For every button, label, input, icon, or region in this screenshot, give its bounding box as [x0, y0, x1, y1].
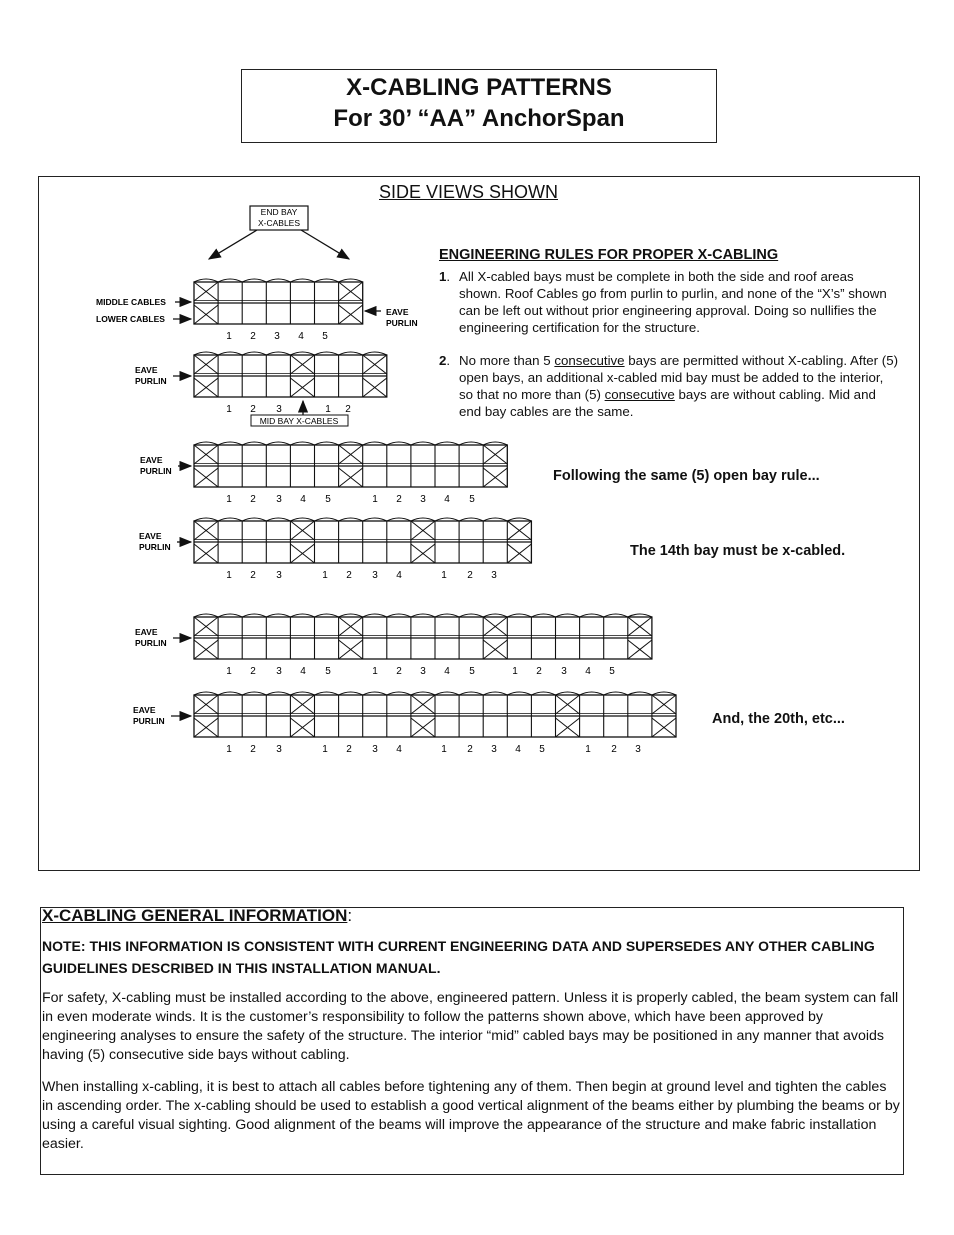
bay-number: 3 — [491, 744, 497, 755]
bay-diagram — [140, 442, 507, 505]
eave-label: EAVE — [135, 365, 158, 375]
bay-number: 1 — [585, 744, 591, 755]
bay-number: 4 — [396, 744, 402, 755]
bay-number: 1 — [372, 666, 378, 677]
bay-number: 3 — [420, 494, 426, 505]
side-views-heading: SIDE VIEWS SHOWN — [379, 182, 559, 202]
eave-label: EAVE — [135, 627, 158, 637]
bay-number: 3 — [276, 666, 282, 677]
bay-number: 1 — [226, 744, 232, 755]
purlin-label: PURLIN — [135, 376, 167, 386]
bay-number: 1 — [512, 666, 518, 677]
page-subtitle: For 30’ “AA” AnchorSpan — [333, 105, 625, 132]
bay-number: 3 — [420, 666, 426, 677]
bay-number: 2 — [345, 404, 351, 415]
bay-number: 4 — [396, 570, 402, 581]
info-paragraph-1: For safety, X-cabling must be installed according to the above, engineered pattern. Unless it is properly cabled, the beam system can fall in even moderate winds. It is the customer’s responsibility to follow the patterns shown above, which have been approved by engineering analyses to ensure the safety of the structure. The interior “mid” cabled bays may be positioned in any manner that avoids having (5) consecutive side bays without cabling. — [42, 990, 899, 1063]
bay-number: 1 — [226, 331, 232, 342]
bay-number: 1 — [226, 570, 232, 581]
bay-number: 3 — [274, 331, 280, 342]
bay-number: 1 — [322, 744, 328, 755]
bay-number: 2 — [536, 666, 542, 677]
bay-number: 2 — [467, 744, 473, 755]
bay-number: 1 — [226, 666, 232, 677]
bay-number: 4 — [515, 744, 521, 755]
eave-label: EAVE — [139, 531, 162, 541]
bay-number: 4 — [444, 666, 450, 677]
bay-number: 3 — [561, 666, 567, 677]
eave-label-right: EAVE — [386, 307, 409, 317]
bay-number: 3 — [276, 744, 282, 755]
info-note: NOTE: THIS INFORMATION IS CONSISTENT WITH CURRENT ENGINEERING DATA AND SUPERSEDES ANY OTHER CABLING GUIDELINES DESCRIBED IN THIS INSTALLATION MANUAL. — [42, 938, 875, 976]
general-info-heading: X-CABLING GENERAL INFORMATION: — [42, 906, 353, 925]
bay-number: 2 — [250, 494, 256, 505]
bay-diagram — [133, 692, 676, 755]
title-box — [241, 69, 717, 143]
side-views-panel — [38, 176, 920, 871]
bay-number: 2 — [250, 404, 256, 415]
bay-diagram — [194, 279, 363, 342]
callout-20th-bay: And, the 20th, etc... — [712, 711, 845, 727]
purlin-label: PURLIN — [139, 542, 171, 552]
mid-bay-label: MID BAY X-CABLES — [259, 416, 339, 426]
bay-number: 2 — [250, 570, 256, 581]
bay-number: 1 — [322, 570, 328, 581]
bay-number: 1 — [325, 404, 331, 415]
bay-number: 4 — [585, 666, 591, 677]
rule-1: 1. All X-cabled bays must be complete in both the side and roof areas shown. Roof Cables go from purlin to purlin, and none of the “X’s” shown can be left out without prior engineering approval. Doing so nullifies the engineering certification for the structure. — [439, 269, 887, 335]
bay-number: 2 — [346, 570, 352, 581]
bay-number: 3 — [372, 570, 378, 581]
end-bay-label-1: END BAY — [260, 207, 298, 217]
eave-label: EAVE — [140, 455, 163, 465]
end-bay-arrow-right — [301, 230, 349, 259]
rule-2: 2. No more than 5 consecutive bays are permitted without X-cabling. After (5) open bays, an additional x-cabled mid bay must be added to the interior, so that no more than (5) consecutive bays are without cabling. Mid and end bay cables are the same. — [439, 353, 899, 419]
bay-diagram — [139, 518, 531, 581]
callout-14th-bay: The 14th bay must be x-cabled. — [630, 543, 846, 559]
bay-number: 1 — [372, 494, 378, 505]
bay-diagram — [135, 352, 387, 415]
bay-number: 3 — [372, 744, 378, 755]
bay-number: 5 — [539, 744, 545, 755]
bay-number: 1 — [441, 744, 447, 755]
bay-number: 4 — [300, 494, 306, 505]
middle-cables-label: MIDDLE CABLES — [96, 297, 166, 307]
bay-number: 5 — [609, 666, 615, 677]
bay-number: 4 — [298, 331, 304, 342]
bay-number: 1 — [226, 494, 232, 505]
bay-number: 2 — [250, 744, 256, 755]
bay-number: 5 — [322, 331, 328, 342]
eave-label: EAVE — [133, 705, 156, 715]
bay-number: 2 — [467, 570, 473, 581]
end-bay-label-2: X-CABLES — [257, 218, 301, 228]
purlin-label: PURLIN — [140, 466, 172, 476]
page-title: X-CABLING PATTERNS — [346, 74, 612, 101]
end-bay-arrow-left — [209, 230, 257, 259]
lower-cables-label: LOWER CABLES — [96, 314, 165, 324]
bay-number: 2 — [346, 744, 352, 755]
bay-number: 5 — [325, 494, 331, 505]
bay-number: 1 — [226, 404, 232, 415]
bay-number: 5 — [325, 666, 331, 677]
bay-number: 2 — [250, 666, 256, 677]
bay-number: 4 — [444, 494, 450, 505]
bay-number: 3 — [491, 570, 497, 581]
bay-number: 4 — [300, 666, 306, 677]
general-info-box — [40, 907, 904, 1175]
bay-number: 1 — [441, 570, 447, 581]
engineering-rules-heading: ENGINEERING RULES FOR PROPER X-CABLING — [439, 247, 779, 263]
bay-number: 5 — [469, 666, 475, 677]
bay-number: 2 — [250, 331, 256, 342]
purlin-label: PURLIN — [135, 638, 167, 648]
purlin-label-right: PURLIN — [386, 318, 418, 328]
bay-number: 3 — [276, 570, 282, 581]
info-paragraph-2: When installing x-cabling, it is best to attach all cables before tightening any of them. Then begin at ground level and tighten the cables in ascending order. The x-cabling should be used to establish a good vertical alignment of the beams either by plumbing the beams or by using a careful visual sighting. Good alignment of the beams will improve the appearance of the structure and make fabric installation easier. — [42, 1079, 900, 1152]
bay-number: 3 — [276, 494, 282, 505]
bay-number: 2 — [611, 744, 617, 755]
bay-number: 3 — [635, 744, 641, 755]
bay-number: 3 — [276, 404, 282, 415]
callout-five-open-bays: Following the same (5) open bay rule... — [553, 468, 820, 484]
bay-number: 5 — [469, 494, 475, 505]
purlin-label: PURLIN — [133, 716, 165, 726]
bay-diagram — [135, 614, 652, 677]
bay-number: 2 — [396, 666, 402, 677]
bay-number: 2 — [396, 494, 402, 505]
